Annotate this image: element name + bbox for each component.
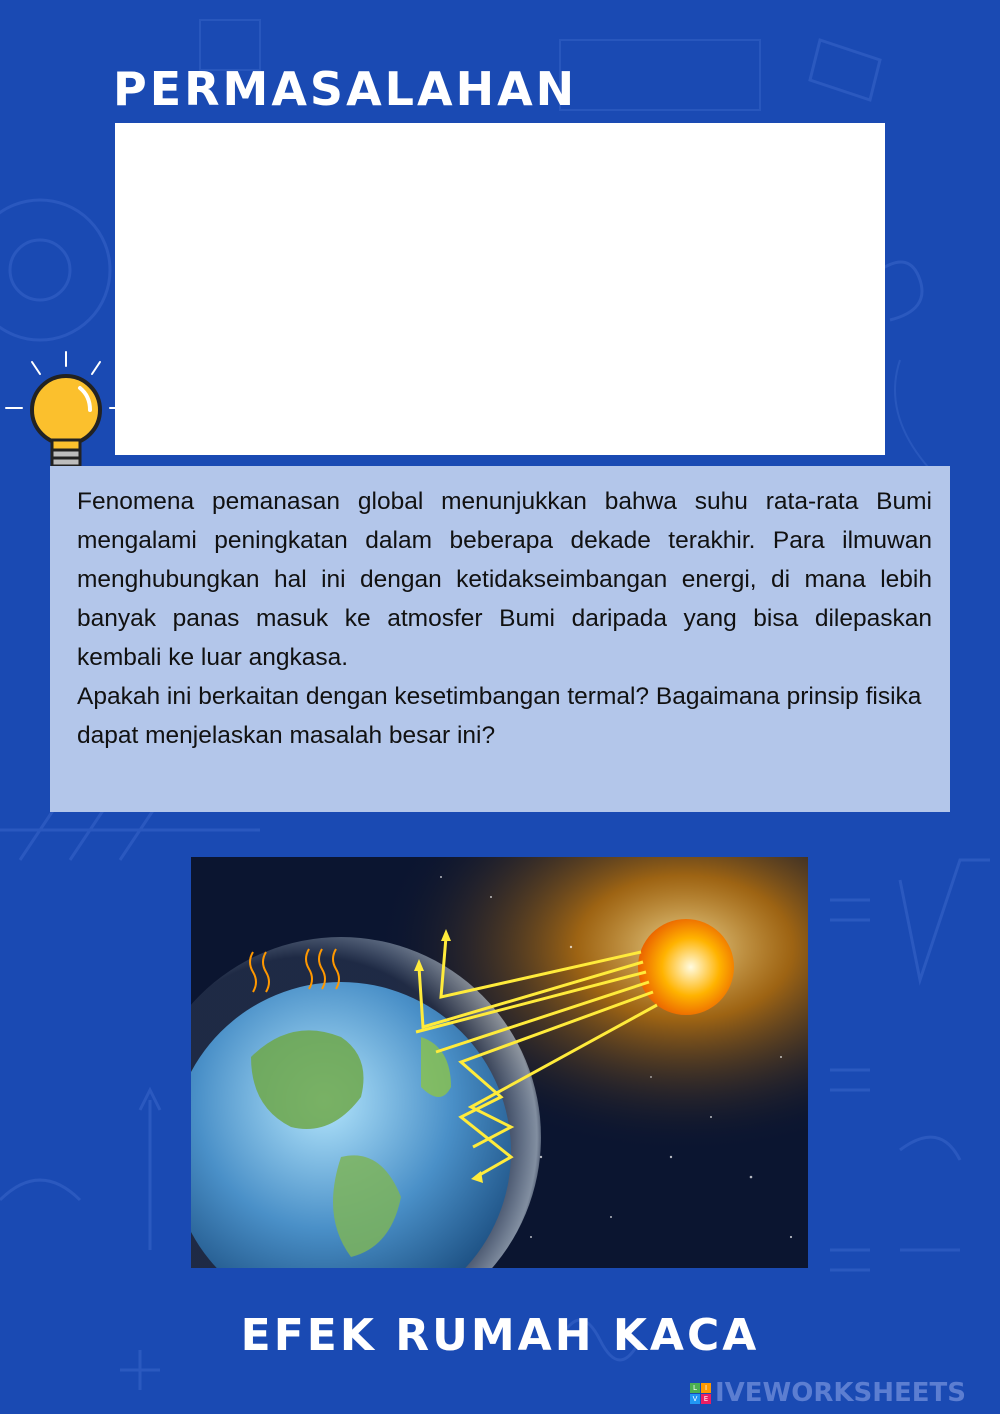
greenhouse-effect-illustration — [191, 857, 808, 1268]
problem-paragraph-1: Fenomena pemanasan global menunjukkan bahwa suhu rata-rata Bumi mengalami peningkatan dalam beberapa dekade terakhir. Para ilmuwan menghubungkan hal ini dengan ketidakseimbangan energi, di mana lebih banyak panas masuk ke atmosfer Bumi daripada yang bisa dilepaskan kembali ke luar angkasa. — [77, 488, 932, 671]
answer-input[interactable] — [115, 123, 885, 455]
problem-paragraph-2: Apakah ini berkaitan dengan kesetimbangan termal? Bagaimana prinsip fisika dapat menjelaskan masalah besar ini? — [77, 683, 922, 749]
watermark-text: IVEWORKSHEETS — [715, 1378, 966, 1408]
problem-panel — [50, 466, 950, 812]
illustration-caption: EFEK RUMAH KACA — [240, 1310, 760, 1361]
liveworksheets-watermark — [690, 1378, 966, 1408]
page-title: PERMASALAHAN — [113, 62, 578, 116]
liveworksheets-logo: L I V E — [690, 1383, 711, 1404]
